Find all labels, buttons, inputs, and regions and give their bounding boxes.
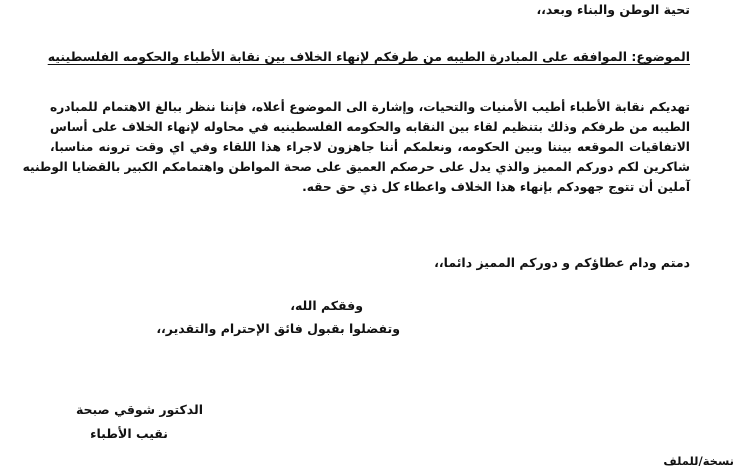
body-line-5: آملين أن تتوج جهودكم بإنهاء هذا الخلاف واعطاء كل ذي حق حقه. — [302, 180, 690, 194]
copy-note: نسخة/للملف — [663, 454, 734, 468]
body-line-3: الاتفاقيات الموقعه بيننا وبين الحكومه، ونعلمكم أننا جاهزون لاجراء هذا اللقاء وفي اي وقت ترونه مناسبا، — [50, 140, 690, 154]
respect-line: وتفضلوا بقبول فائق الإحترام والتقدير،، — [156, 321, 400, 336]
greeting-line: تحية الوطن والبناء وبعد،، — [536, 2, 690, 17]
body-line-2: الطيبه من طرفكم وذلك بتنظيم لقاء بين النقابه والحكومه الفلسطينيه في محاوله لإنهاء الخلاف على أساس — [50, 120, 690, 134]
body-line-1: تهديكم نقابة الأطباء أطيب الأمنيات والتحيات، وإشارة الى الموضوع أعلاه، فإننا ننظر ببالغ الاهتمام للمبادره — [50, 100, 690, 114]
blessing-line: وفقكم الله، — [290, 298, 363, 313]
body-line-4: شاكرين لكم دوركم المميز والذي يدل على حرصكم العميق على صحة المواطن واهتمامكم الكبير بالقضايا الوطنيه — [22, 160, 690, 174]
subject-line: الموضوع: الموافقه على المبادرة الطيبه من طرفكم لإنهاء الخلاف بين نقابة الأطباء والحكومه الفلسطينيه — [47, 49, 690, 64]
closing-line: دمتم ودام عطاؤكم و دوركم المميز دائما،، — [434, 255, 690, 270]
signer-name: الدكتور شوقي صبحة — [75, 402, 203, 417]
letter-body — [22, 97, 690, 197]
signer-title: نقيب الأطباء — [90, 426, 168, 441]
